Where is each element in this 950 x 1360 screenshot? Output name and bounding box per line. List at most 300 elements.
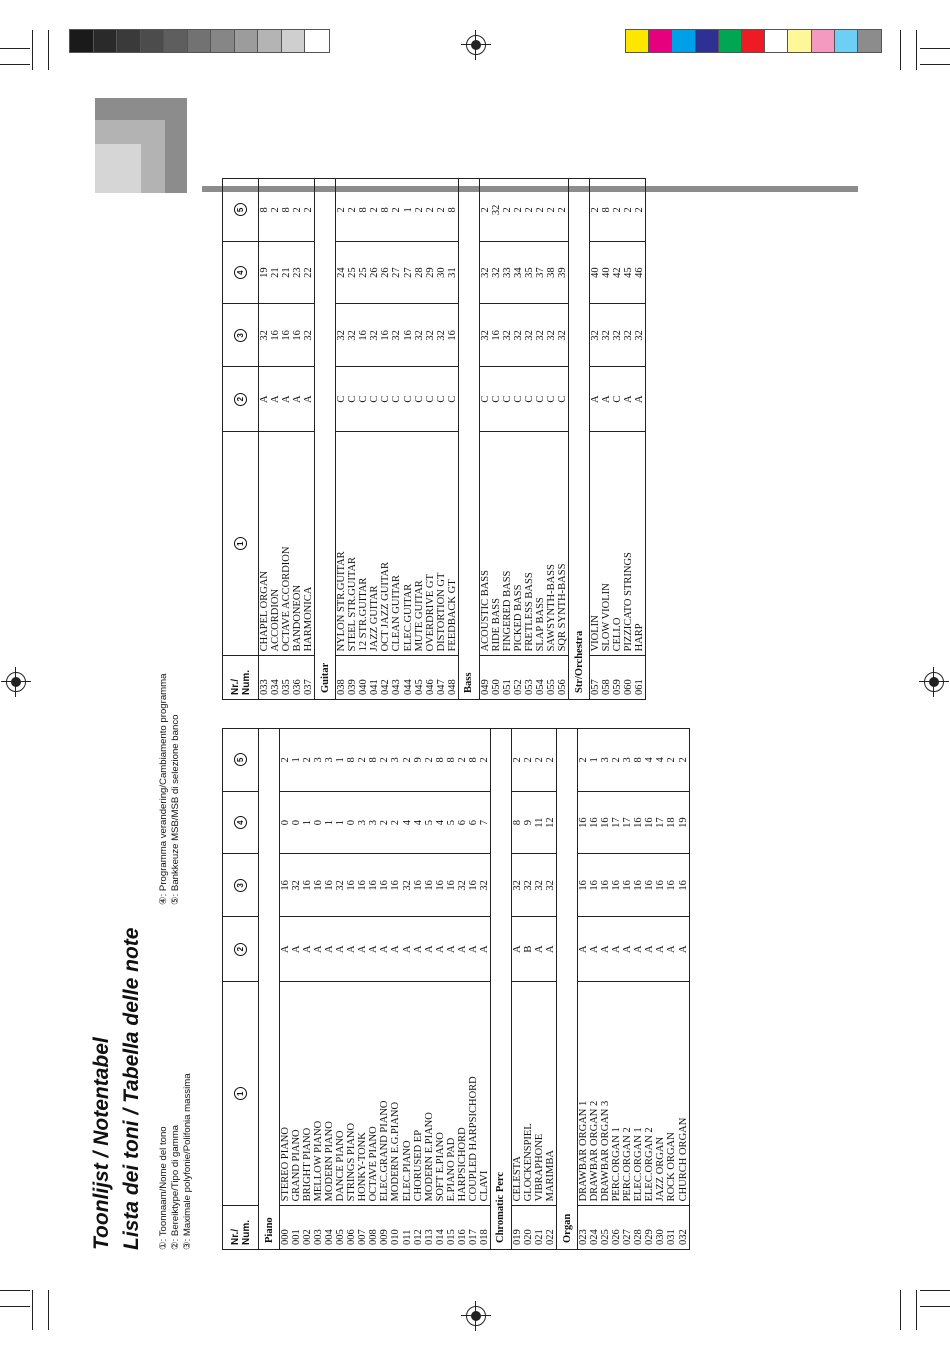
max-polyphony: 16: [611, 854, 622, 917]
range-type: C: [557, 367, 569, 432]
crop-mark: [916, 30, 917, 70]
program-change: 39: [557, 241, 569, 304]
column-number-badge: 4: [234, 266, 247, 279]
color-swatch: [70, 30, 94, 52]
tone-name: ELEC.GUITAR: [403, 432, 414, 656]
bank-msb: 3: [600, 757, 612, 763]
max-polyphony: 16: [292, 304, 303, 367]
bank-msb: 1: [335, 757, 347, 763]
color-swatch: [765, 30, 788, 52]
range-type: A: [600, 917, 611, 982]
range-type: A: [379, 917, 390, 982]
range-type: C: [546, 367, 557, 432]
tone-row: [578, 729, 590, 1250]
range-type: C: [535, 367, 546, 432]
tone-number: 034: [270, 656, 281, 700]
bank-msb: 2: [511, 757, 523, 763]
tone-name: OCTAVE PIANO: [368, 982, 379, 1206]
color-swatch: [94, 30, 118, 52]
tone-row: [479, 179, 491, 700]
bank-msb: 8: [380, 207, 392, 213]
group-header-row: [569, 179, 590, 700]
max-polyphony: 16: [678, 854, 690, 917]
program-change: 4: [435, 791, 446, 854]
tone-number: 039: [347, 656, 358, 700]
group-header-row: [557, 729, 578, 1250]
crop-mark: [0, 1290, 30, 1291]
range-type: C: [425, 367, 436, 432]
tone-row: [391, 179, 402, 700]
tone-number: 021: [534, 1206, 545, 1250]
tone-number: 019: [511, 1206, 523, 1250]
program-change: 3: [357, 791, 368, 854]
range-type: C: [358, 367, 369, 432]
registration-mark-icon: [924, 672, 944, 692]
header-bank-msb: [223, 179, 259, 242]
bank-msb: 2: [379, 757, 391, 763]
bank-msb: 2: [623, 207, 635, 213]
bank-msb: 3: [324, 757, 336, 763]
range-type: C: [491, 367, 502, 432]
tone-row: [357, 729, 368, 1250]
header-tone-name: [223, 432, 259, 656]
tone-number: 036: [292, 656, 303, 700]
program-change: 31: [447, 241, 459, 304]
program-change: 34: [513, 241, 524, 304]
tone-name: DANCE PIANO: [335, 982, 346, 1206]
tone-name: STEREO PIANO: [280, 982, 292, 1206]
program-change: 30: [436, 241, 447, 304]
bank-msb: 3: [390, 757, 402, 763]
bank-msb: 2: [423, 757, 435, 763]
legend-right: [158, 674, 182, 905]
bank-msb: 2: [666, 757, 678, 763]
color-swatch: [742, 30, 765, 52]
tone-row: [457, 729, 468, 1250]
range-type: A: [292, 367, 303, 432]
header-number: [223, 1206, 259, 1250]
max-polyphony: 16: [357, 854, 368, 917]
color-swatch: [626, 30, 649, 52]
range-type: A: [511, 917, 523, 982]
group-name: Bass: [458, 179, 479, 700]
program-change: 16: [644, 791, 655, 854]
tone-name: JAZZ GUITAR: [369, 432, 380, 656]
crop-mark: [920, 1290, 950, 1291]
color-swatch: [812, 30, 835, 52]
crop-mark: [900, 30, 901, 70]
tone-row: [436, 179, 447, 700]
header-program-change: [223, 791, 259, 854]
tone-row: [535, 179, 546, 700]
bank-msb: 2: [292, 207, 304, 213]
tone-row: [435, 729, 446, 1250]
range-type: A: [534, 917, 545, 982]
tone-name: STEEL STR.GUITAR: [347, 432, 358, 656]
tone-name: PERC.ORGAN 2: [622, 982, 633, 1206]
color-swatch: [719, 30, 742, 52]
program-change: 32: [479, 241, 491, 304]
tone-name: ELEC.GRAND PIANO: [379, 982, 390, 1206]
tone-name: SLAP BASS: [535, 432, 546, 656]
tone-row: [270, 179, 281, 700]
range-type: C: [479, 367, 491, 432]
header-polyphony: [223, 854, 259, 917]
program-change: 2: [390, 791, 401, 854]
range-type: A: [446, 917, 457, 982]
crop-mark: [32, 1290, 33, 1330]
tone-number: 001: [291, 1206, 302, 1250]
tone-row: [379, 729, 390, 1250]
column-number-badge: 4: [234, 816, 247, 829]
tone-number: 017: [468, 1206, 479, 1250]
max-polyphony: 32: [391, 304, 402, 367]
program-change: 27: [403, 241, 414, 304]
program-change: 40: [590, 241, 602, 304]
tone-number: 046: [425, 656, 436, 700]
max-polyphony: 32: [545, 854, 557, 917]
bank-msb: 2: [347, 207, 359, 213]
program-change: 24: [336, 241, 348, 304]
tone-name: BRIGHT PIANO: [302, 982, 313, 1206]
header-program-change: [223, 241, 259, 304]
program-change: 4: [402, 791, 413, 854]
color-swatch: [788, 30, 811, 52]
max-polyphony: 32: [479, 304, 491, 367]
max-polyphony: 32: [557, 304, 569, 367]
program-change: 22: [303, 241, 315, 304]
tone-row: [546, 179, 557, 700]
color-swatch: [164, 30, 188, 52]
header-number-line2: Num.: [240, 1220, 252, 1245]
tone-name: CLAVI: [479, 982, 491, 1206]
tone-row: [346, 729, 357, 1250]
range-type: C: [336, 367, 348, 432]
max-polyphony: 32: [303, 304, 315, 367]
group-header-row: [458, 179, 479, 700]
tone-table-right: [222, 178, 646, 700]
registration-mark-icon: [466, 35, 486, 55]
bank-msb: 2: [280, 757, 292, 763]
bank-msb: 2: [401, 757, 413, 763]
bank-msb: 1: [291, 757, 303, 763]
max-polyphony: 32: [259, 304, 271, 367]
tone-row: [600, 729, 611, 1250]
range-type: C: [502, 367, 513, 432]
header-number-line1: Nr./: [229, 1228, 241, 1245]
tone-name: 12 STR.GUITAR: [358, 432, 369, 656]
program-change: 37: [535, 241, 546, 304]
tone-number: 033: [259, 656, 271, 700]
column-number-badge: 5: [234, 753, 247, 766]
tone-name: ELEC.PIANO: [402, 982, 413, 1206]
crop-mark: [920, 48, 950, 49]
range-type: A: [335, 917, 346, 982]
tone-row: [666, 729, 677, 1250]
program-change: 2: [379, 791, 390, 854]
tone-number: 027: [622, 1206, 633, 1250]
legend-tone-name: ①: Toonnaam/Nome del tono: [158, 1126, 169, 1250]
bank-msb: 8: [259, 207, 271, 213]
tone-name: OCT JAZZ GUITAR: [380, 432, 391, 656]
tone-name: VIOLIN: [590, 432, 602, 656]
tone-number: 030: [655, 1206, 666, 1250]
tone-row: [589, 729, 600, 1250]
bank-msb: 2: [634, 207, 646, 213]
max-polyphony: 32: [623, 304, 634, 367]
tone-row: [633, 729, 644, 1250]
crop-mark: [48, 30, 49, 70]
color-swatch: [141, 30, 165, 52]
tone-row: [644, 729, 655, 1250]
range-type: C: [391, 367, 402, 432]
tone-row: [491, 179, 502, 700]
tone-name: ROCK ORGAN: [666, 982, 677, 1206]
tone-name: HARP: [634, 432, 646, 656]
tone-row: [511, 729, 523, 1250]
bank-msb: 2: [391, 207, 403, 213]
tone-name: PICKED BASS: [513, 432, 524, 656]
program-change: 4: [413, 791, 424, 854]
bank-msb: 2: [677, 757, 689, 763]
tone-number: 018: [479, 1206, 491, 1250]
tone-row: [368, 729, 379, 1250]
max-polyphony: 16: [403, 304, 414, 367]
color-swatch: [858, 30, 881, 52]
crop-mark: [0, 64, 30, 65]
max-polyphony: 16: [633, 854, 644, 917]
tone-number: 057: [590, 656, 602, 700]
tone-row: [502, 179, 513, 700]
max-polyphony: 16: [313, 854, 324, 917]
program-change: 11: [534, 791, 545, 854]
registration-mark-icon: [6, 672, 26, 692]
range-type: A: [578, 917, 590, 982]
range-type: C: [447, 367, 459, 432]
max-polyphony: 32: [502, 304, 513, 367]
tone-name: COUPLED HARPSICHORD: [468, 982, 479, 1206]
bank-msb: 2: [522, 757, 534, 763]
tone-name: HARPSICHORD: [457, 982, 468, 1206]
range-type: A: [324, 917, 335, 982]
tone-number: 060: [623, 656, 634, 700]
tone-number: 037: [303, 656, 315, 700]
tone-row: [523, 729, 534, 1250]
max-polyphony: 32: [590, 304, 602, 367]
group-name: Str/Orchestra: [569, 179, 590, 700]
max-polyphony: 16: [600, 854, 611, 917]
tone-number: 015: [446, 1206, 457, 1250]
range-type: A: [368, 917, 379, 982]
legend-program-change: ④: Programma verandering/Cambiamento programma: [158, 673, 169, 905]
tone-row: [534, 729, 545, 1250]
program-change: 5: [424, 791, 435, 854]
group-header-row: [490, 729, 511, 1250]
tone-number: 004: [324, 1206, 335, 1250]
program-change: 25: [358, 241, 369, 304]
tone-name: DRAWBAR ORGAN 1: [578, 982, 590, 1206]
max-polyphony: 16: [435, 854, 446, 917]
bank-msb: 2: [512, 207, 524, 213]
program-change: 17: [655, 791, 666, 854]
max-polyphony: 32: [634, 304, 646, 367]
program-change: 19: [259, 241, 271, 304]
crop-mark: [32, 30, 33, 70]
tone-number: 049: [479, 656, 491, 700]
range-type: A: [589, 917, 600, 982]
tone-number: 003: [313, 1206, 324, 1250]
bank-msb: 2: [501, 207, 513, 213]
tone-name: CHURCH ORGAN: [678, 982, 690, 1206]
tone-number: 005: [335, 1206, 346, 1250]
group-header-row: [315, 179, 336, 700]
tone-name: JAZZ ORGAN: [655, 982, 666, 1206]
tone-name: DISTORTION GT: [436, 432, 447, 656]
color-swatch: [672, 30, 695, 52]
color-swatch: [649, 30, 672, 52]
range-type: A: [611, 917, 622, 982]
column-number-badge: 2: [234, 943, 247, 956]
tone-name: FRETLESS BASS: [524, 432, 535, 656]
tone-number: 008: [368, 1206, 379, 1250]
tone-row: [259, 179, 271, 700]
bank-msb: 8: [434, 757, 446, 763]
header-bank-msb: [223, 729, 259, 792]
range-type: A: [280, 917, 292, 982]
tone-name: GRAND PIANO: [291, 982, 302, 1206]
tone-number: 014: [435, 1206, 446, 1250]
program-change: 9: [523, 791, 534, 854]
max-polyphony: 32: [511, 854, 523, 917]
tone-row: [347, 179, 358, 700]
range-type: C: [369, 367, 380, 432]
tone-name: OVERDRIVE GT: [425, 432, 436, 656]
max-polyphony: 16: [666, 854, 677, 917]
tone-row: [655, 729, 666, 1250]
program-change: 16: [633, 791, 644, 854]
tone-table-left: [222, 728, 690, 1250]
tone-row: [623, 179, 634, 700]
program-change: 18: [666, 791, 677, 854]
max-polyphony: 16: [280, 854, 292, 917]
bank-msb: 2: [303, 179, 315, 242]
tone-name: PIZZICATO STRINGS: [623, 432, 634, 656]
max-polyphony: 16: [424, 854, 435, 917]
range-type: A: [313, 917, 324, 982]
program-change: 38: [546, 241, 557, 304]
tone-row: [336, 179, 348, 700]
tone-row: [446, 729, 457, 1250]
tone-number: 022: [545, 1206, 557, 1250]
program-change: 46: [634, 241, 646, 304]
tone-name: SQR SYNTH-BASS: [557, 432, 569, 656]
tone-row: [611, 729, 622, 1250]
max-polyphony: 16: [622, 854, 633, 917]
program-change: 26: [380, 241, 391, 304]
bank-msb: 2: [534, 757, 545, 763]
tone-name: CHORUSED EP: [413, 982, 424, 1206]
program-change: 8: [511, 791, 523, 854]
rotated-page-content: [90, 90, 810, 1250]
program-change: 35: [524, 241, 535, 304]
tone-row: [369, 179, 380, 700]
tone-number: 052: [513, 656, 524, 700]
max-polyphony: 32: [524, 304, 535, 367]
bank-msb: 3: [622, 757, 634, 763]
tone-row: [513, 179, 524, 700]
column-number-badge: 3: [234, 329, 247, 342]
tone-row: [678, 729, 690, 1250]
color-swatch: [835, 30, 858, 52]
max-polyphony: 32: [601, 304, 612, 367]
tone-name: MARIMBA: [545, 982, 557, 1206]
legend-bank-select: ⑤: Bankkeuze MSB/MSB di selezione banco: [170, 714, 181, 905]
tone-row: [281, 179, 292, 700]
max-polyphony: 16: [578, 854, 590, 917]
bank-msb: 2: [557, 179, 569, 242]
tone-row: [590, 179, 602, 700]
max-polyphony: 32: [291, 854, 302, 917]
program-change: 3: [368, 791, 379, 854]
max-polyphony: 32: [535, 304, 546, 367]
tone-row: [468, 729, 479, 1250]
tone-name: SAWSYNTH-BASS: [546, 432, 557, 656]
crop-mark: [0, 1306, 30, 1307]
range-type: C: [513, 367, 524, 432]
tone-row: [358, 179, 369, 700]
range-type: A: [590, 367, 602, 432]
tone-row: [424, 729, 435, 1250]
max-polyphony: 32: [523, 854, 534, 917]
crop-mark: [0, 48, 30, 49]
program-change: 1: [324, 791, 335, 854]
program-change: 0: [291, 791, 302, 854]
column-number-badge: 3: [234, 879, 247, 892]
tone-name: MODERN PIANO: [324, 982, 335, 1206]
max-polyphony: 32: [414, 304, 425, 367]
tone-name: ELEC.ORGAN 1: [633, 982, 644, 1206]
column-number-badge: 1: [234, 1087, 247, 1100]
tone-name: MUTE GUITAR: [414, 432, 425, 656]
tone-row: [634, 179, 646, 700]
legend-left: [158, 1073, 194, 1250]
max-polyphony: 16: [446, 854, 457, 917]
tone-row: [324, 729, 335, 1250]
range-type: A: [666, 917, 677, 982]
tone-name: HARMONICA: [303, 432, 315, 656]
bank-msb: 4: [655, 757, 667, 763]
tone-number: 059: [612, 656, 623, 700]
tone-number: 055: [546, 656, 557, 700]
tone-row: [313, 729, 324, 1250]
max-polyphony: 16: [368, 854, 379, 917]
max-polyphony: 32: [534, 854, 545, 917]
tone-number: 010: [390, 1206, 401, 1250]
range-type: C: [347, 367, 358, 432]
range-type: C: [612, 367, 623, 432]
max-polyphony: 16: [644, 854, 655, 917]
program-change: 1: [302, 791, 313, 854]
tone-name: OCTAVE ACCORDION: [281, 432, 292, 656]
tone-number: 061: [634, 656, 646, 700]
range-type: A: [623, 367, 634, 432]
tone-row: [302, 729, 313, 1250]
tone-name: ACCORDION: [270, 432, 281, 656]
tone-row: [612, 179, 623, 700]
tone-name: GLOCKENSPIEL: [523, 982, 534, 1206]
program-change: 40: [601, 241, 612, 304]
program-change: 26: [369, 241, 380, 304]
